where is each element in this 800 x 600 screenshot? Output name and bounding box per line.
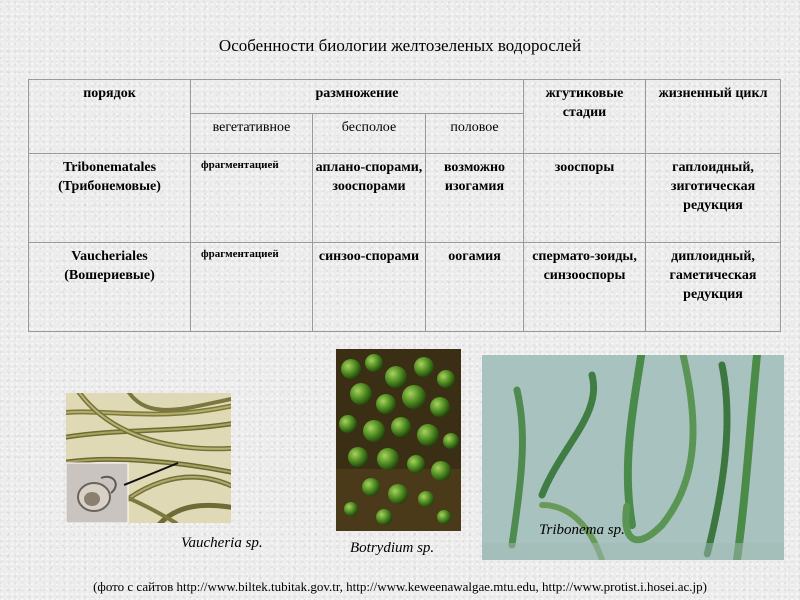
cell-vegetative: фрагментацией	[191, 243, 313, 332]
cell-life-cycle: гаплоидный, зиготическая редукция	[646, 154, 781, 243]
cell-vegetative: фрагментацией	[191, 154, 313, 243]
header-asexual: бесполое	[313, 114, 426, 154]
header-sexual: половое	[426, 114, 524, 154]
cell-asexual: синзоо-спорами	[313, 243, 426, 332]
header-reproduction: размножение	[191, 80, 524, 114]
cell-life-cycle: диплоидный, гаметическая редукция	[646, 243, 781, 332]
botrydium-caption: Botrydium sp.	[350, 540, 435, 556]
photo-sources-footer: (фото с сайтов http://www.biltek.tubitak.gov.tr, http://www.keweenawalgae.mtu.edu, http://www.protist.i.hosei.ac.jp)	[93, 579, 707, 594]
botrydium-photo	[336, 349, 461, 531]
tribonema-caption: Tribonema sp.	[539, 522, 625, 538]
cell-asexual: аплано-спорами, зооспорами	[313, 154, 426, 243]
cell-flagellate: спермато-зоиды, синзооспоры	[524, 243, 646, 332]
cell-order	[29, 154, 191, 243]
tribonema-photo	[482, 355, 784, 560]
cell-sexual: оогамия	[426, 243, 524, 332]
order-russian: (Вошериевые)	[64, 268, 155, 283]
order-latin: Vaucheriales	[71, 249, 148, 264]
vaucheria-caption: Vaucheria sp.	[181, 535, 263, 551]
order-russian: (Трибонемовые)	[58, 179, 161, 194]
table-row	[29, 154, 781, 243]
algae-features-table	[28, 79, 781, 332]
header-life-cycle: жизненный цикл	[646, 80, 781, 154]
page-title: Особенности биологии желтозеленых водорослей	[218, 36, 582, 55]
order-latin: Tribonematales	[62, 160, 157, 175]
cell-flagellate: зооспоры	[524, 154, 646, 243]
vaucheria-photo	[66, 393, 231, 523]
header-order: порядок	[29, 80, 191, 154]
header-vegetative: вегетативное	[191, 114, 313, 154]
header-flagellate-stages: жгутиковые стадии	[524, 80, 646, 154]
cell-order	[29, 243, 191, 332]
cell-sexual: возможно изогамия	[426, 154, 524, 243]
table-row	[29, 243, 781, 332]
